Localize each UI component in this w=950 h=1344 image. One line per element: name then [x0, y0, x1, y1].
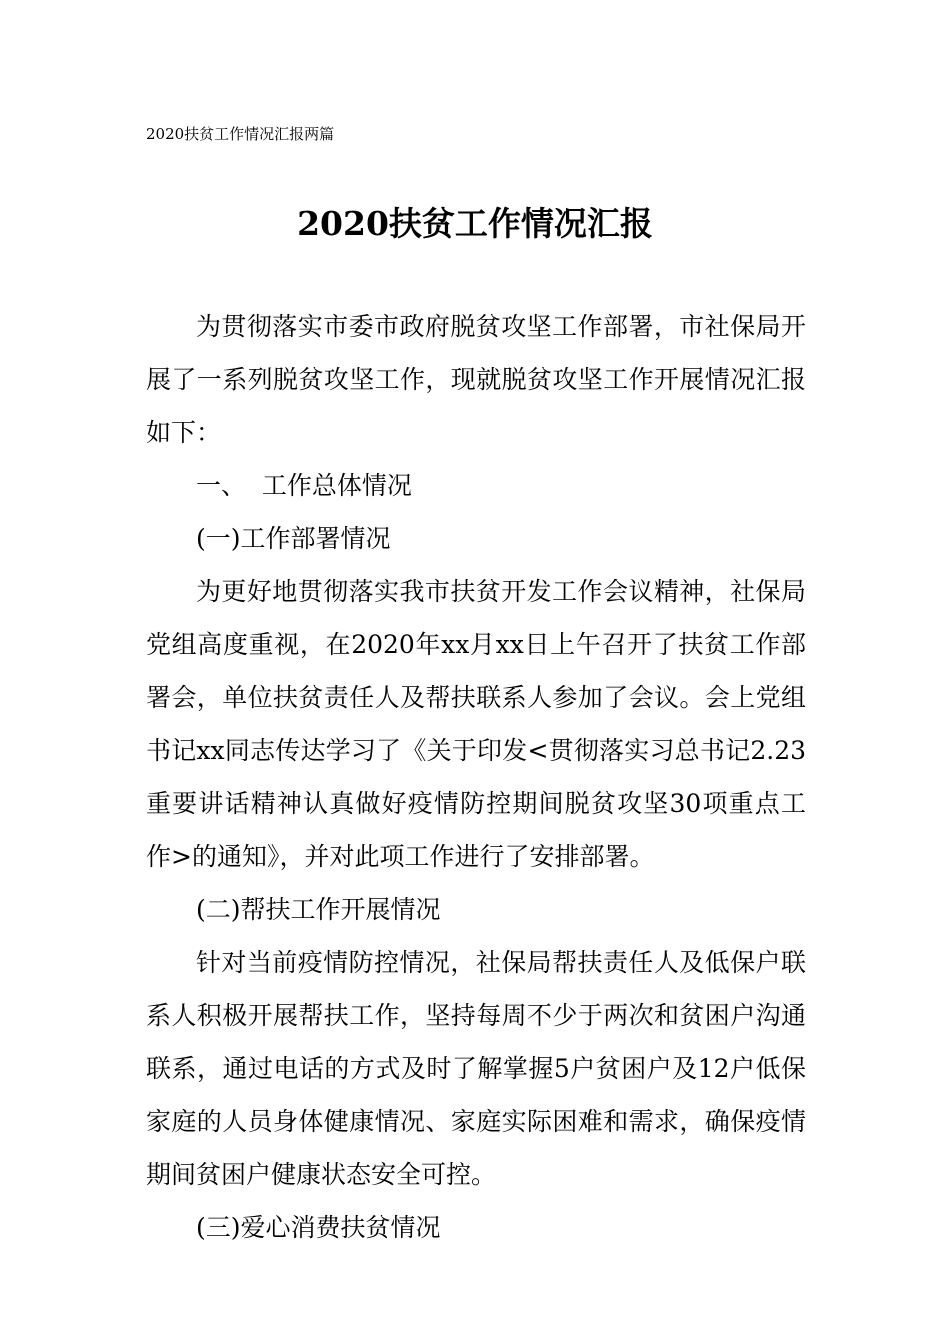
paragraph-line: 系人积极开展帮扶工作，坚持每周不少于两次和贫困户沟通 — [146, 1001, 806, 1030]
document-title: 2020扶贫工作情况汇报 — [297, 204, 653, 243]
section-heading: 一、 工作总体情况 — [196, 471, 412, 500]
paragraph-line: 党组高度重视，在2020年xx月xx日上午召开了扶贫工作部 — [146, 630, 806, 659]
subsection-heading: (二)帮扶工作开展情况 — [196, 895, 441, 924]
document-body — [146, 300, 806, 1254]
subsection-heading: (三)爱心消费扶贫情况 — [196, 1213, 441, 1242]
intro-paragraph — [146, 300, 806, 459]
paragraph-line: 家庭的人员身体健康情况、家庭实际困难和需求，确保疫情 — [146, 1107, 806, 1136]
paragraph-line: 针对当前疫情防控情况，社保局帮扶责任人及低保户联 — [196, 948, 806, 977]
paragraph-line: 如下： — [146, 418, 222, 447]
subsection-heading: (一)工作部署情况 — [196, 524, 391, 553]
paragraph-line: 重要讲话精神认真做好疫情防控期间脱贫攻坚30项重点工 — [146, 789, 806, 818]
paragraph-line: 展了一系列脱贫攻坚工作，现就脱贫攻坚工作开展情况汇报 — [146, 365, 806, 394]
paragraph-line: 为贯彻落实市委市政府脱贫攻坚工作部署，市社保局开 — [196, 312, 806, 341]
paragraph-line: 书记xx同志传达学习了《关于印发<贯彻落实习总书记2.23 — [146, 736, 806, 765]
work-deployment-paragraph — [146, 565, 806, 883]
assistance-work-paragraph — [146, 936, 806, 1201]
paragraph-line: 署会，单位扶贫责任人及帮扶联系人参加了会议。会上党组 — [146, 683, 806, 712]
paragraph-line: 作>的通知》，并对此项工作进行了安排部署。 — [146, 842, 655, 871]
running-header: 2020扶贫工作情况汇报两篇 — [146, 125, 335, 143]
paragraph-line: 为更好地贯彻落实我市扶贫开发工作会议精神，社保局 — [196, 577, 806, 606]
paragraph-line: 联系，通过电话的方式及时了解掌握5户贫困户及12户低保 — [146, 1054, 806, 1083]
paragraph-line: 期间贫困户健康状态安全可控。 — [146, 1160, 497, 1189]
